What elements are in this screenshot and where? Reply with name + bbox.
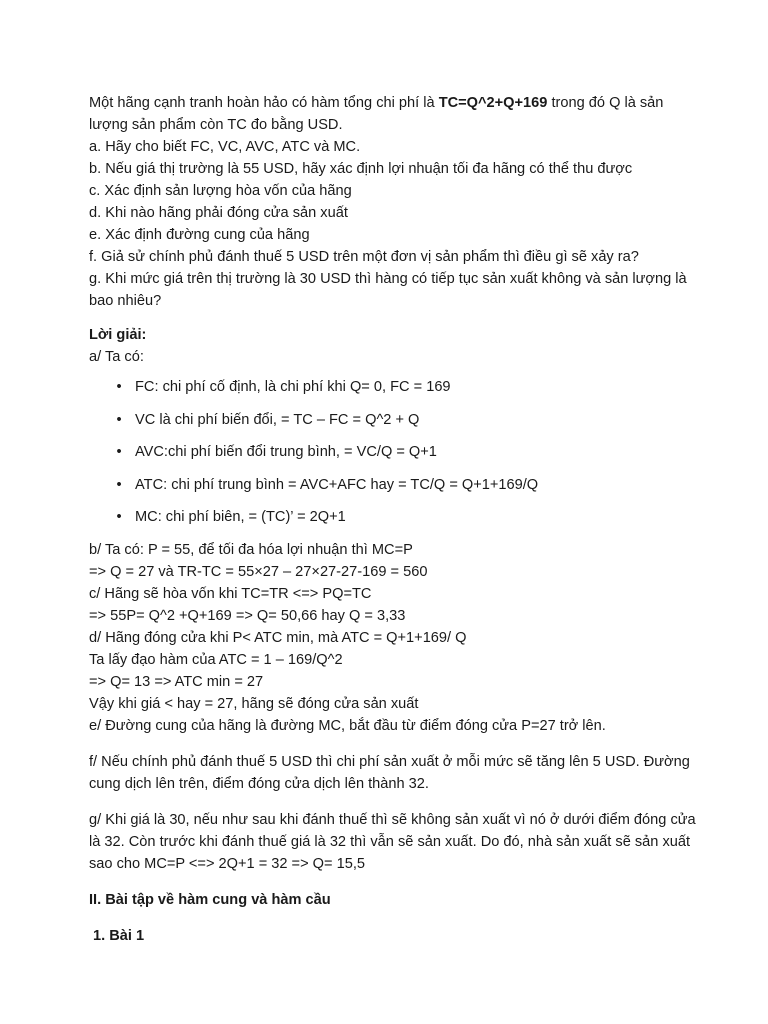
solution-f: f/ Nếu chính phủ đánh thuế 5 USD thì chi phí sản xuất ở mỗi mức sẽ tăng lên 5 USD. Đường	[89, 753, 690, 770]
solution-d-conclusion: Vậy khi giá < hay = 27, hãng sẽ đóng cửa sản xuất	[89, 695, 419, 712]
solution-d-derivative: Ta lấy đạo hàm của ATC = 1 – 169/Q^2	[89, 651, 343, 668]
question-e: e. Xác định đường cung của hãng	[89, 227, 310, 243]
bullet-icon: •	[116, 509, 122, 525]
solution-b-result: => Q = 27 và TR-TC = 55×27 – 27×27-27-169 = 560	[89, 563, 428, 580]
solution-g-result: sao cho MC=P <=> 2Q+1 = 32 => Q= 15,5	[89, 855, 365, 872]
document-body	[89, 92, 696, 947]
exercise-1-heading: 1. Bài 1	[93, 927, 145, 944]
solution-g: g/ Khi giá là 30, nếu như sau khi đánh thuế thì sẽ không sản xuất vì nó ở dưới điểm đóng cửa	[89, 811, 696, 828]
list-item	[89, 376, 689, 398]
problem-intro-line2: lượng sản phẩm còn TC đo bằng USD.	[89, 117, 343, 133]
question-f: f. Giả sử chính phủ đánh thuế 5 USD trên một đơn vị sản phẩm thì điều gì sẽ xảy ra?	[89, 249, 639, 265]
question-a: a. Hãy cho biết FC, VC, AVC, ATC và MC.	[89, 139, 361, 155]
section-2-heading: II. Bài tập về hàm cung và hàm cầu	[89, 891, 331, 908]
solution-f-cont: cung dịch lên trên, điểm đóng cửa dịch lên thành 32.	[89, 775, 429, 792]
question-c: c. Xác định sản lượng hòa vốn của hãng	[89, 183, 352, 199]
question-d: d. Khi nào hãng phải đóng cửa sản xuất	[89, 205, 348, 221]
solution-b: b/ Ta có: P = 55, để tối đa hóa lợi nhuận thì MC=P	[89, 541, 413, 558]
solution-a-intro: a/ Ta có:	[89, 349, 144, 365]
solution-e: e/ Đường cung của hãng là đường MC, bắt đầu từ điểm đóng cửa P=27 trở lên.	[89, 717, 606, 734]
list-item-text: ATC: chi phí trung bình = AVC+AFC hay = TC/Q = Q+1+169/Q	[135, 476, 539, 493]
list-item-text: FC: chi phí cố định, là chi phí khi Q= 0, FC = 169	[135, 379, 451, 395]
list-item	[89, 441, 689, 463]
solution-c-result: => 55P= Q^2 +Q+169 => Q= 50,66 hay Q = 3,33	[89, 607, 406, 624]
solution-c: c/ Hãng sẽ hòa vốn khi TC=TR <=> PQ=TC	[89, 585, 372, 602]
list-item-text: MC: chi phí biên, = (TC)’ = 2Q+1	[135, 509, 346, 525]
solution-d-result: => Q= 13 => ATC min = 27	[89, 673, 264, 690]
problem-intro	[89, 92, 689, 114]
list-item	[89, 409, 689, 431]
list-item-text: VC là chi phí biến đổi, = TC – FC = Q^2 + Q	[135, 411, 420, 428]
bullet-icon: •	[116, 379, 122, 395]
question-g-cont: bao nhiêu?	[89, 293, 162, 309]
intro-text-cont: trong đó Q là sản	[547, 95, 664, 111]
solution-g-cont: là 32. Còn trước khi đánh thuế giá là 32 thì vẫn sẽ sản xuất. Do đó, nhà sản xuất sẽ sản xuất	[89, 833, 691, 850]
solution-heading: Lời giải:	[89, 327, 147, 343]
question-g: g. Khi mức giá trên thị trường là 30 USD thì hàng có tiếp tục sản xuất không và sản lượng là	[89, 271, 687, 287]
bullet-icon: •	[116, 476, 122, 493]
bullet-icon: •	[116, 411, 122, 428]
solution-d: d/ Hãng đóng cửa khi P< ATC min, mà ATC = Q+1+169/ Q	[89, 629, 467, 646]
list-item	[89, 474, 689, 496]
bullet-icon: •	[116, 444, 122, 460]
cost-function: TC=Q^2+Q+169	[438, 95, 548, 111]
list-item-text: AVC:chi phí biến đổi trung bình, = VC/Q = Q+1	[135, 444, 437, 460]
intro-text: Một hãng cạnh tranh hoàn hảo có hàm tổng chi phí là	[89, 95, 439, 111]
cost-definitions-list	[89, 376, 689, 528]
question-b: b. Nếu giá thị trường là 55 USD, hãy xác định lợi nhuận tối đa hãng có thể thu được	[89, 161, 633, 177]
list-item	[89, 506, 689, 528]
